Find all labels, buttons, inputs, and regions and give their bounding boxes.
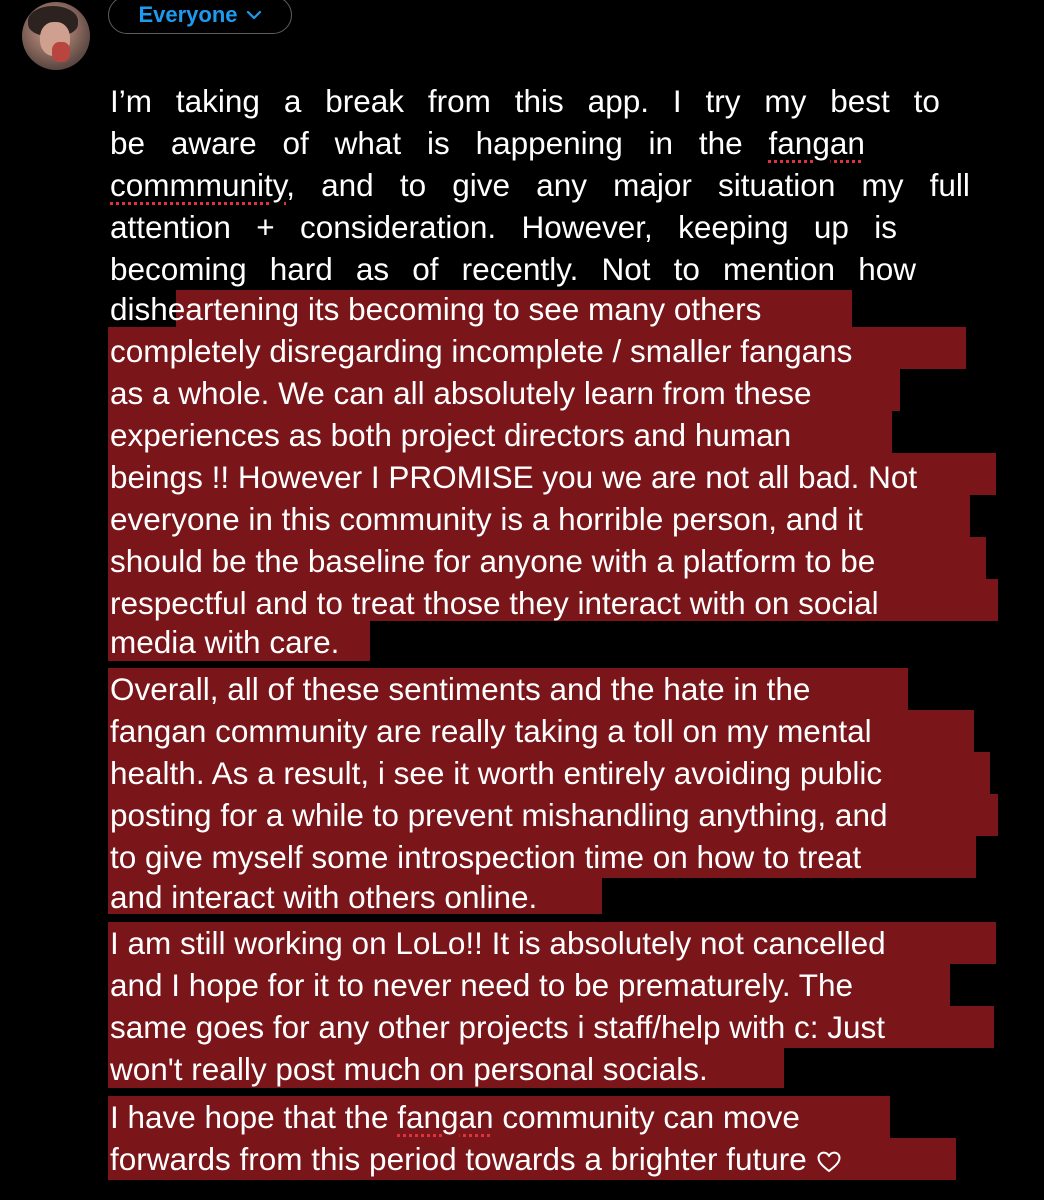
- note-line-25: I have hope that the fangan community can move: [110, 1099, 800, 1135]
- note-line-15: Overall, all of these sentiments and the hate in the: [110, 671, 811, 707]
- note-word: is: [874, 209, 897, 245]
- note-line-20: and interact with others online.: [110, 879, 538, 915]
- note-word: of: [412, 251, 439, 287]
- note-line-17: health. As a result, i see it worth entirely avoiding public: [110, 755, 883, 791]
- note-line-9: experiences as both project directors and human: [110, 417, 792, 453]
- note-line-22: and I hope for it to never need to be prematurely. The: [110, 967, 854, 1003]
- note-line-13: respectful and to treat those they interact with on social: [110, 585, 879, 621]
- note-word: attention: [110, 209, 231, 245]
- note-line-24: won't really post much on personal socials.: [110, 1051, 708, 1087]
- note-line-12: should be the baseline for anyone with a platform to be: [110, 543, 876, 579]
- note-word: becoming: [110, 251, 247, 287]
- note-line-1: [110, 80, 940, 122]
- note-word: up: [813, 209, 849, 245]
- note-word: happening: [475, 125, 623, 161]
- note-word: in: [648, 125, 674, 161]
- note-word: break: [325, 83, 405, 119]
- note-word: major: [613, 167, 692, 203]
- note-word: situation: [718, 167, 836, 203]
- note-line-14: media with care.: [110, 624, 340, 660]
- note-word: this: [514, 83, 564, 119]
- note-line-19: to give myself some introspection time on how to treat: [110, 839, 862, 875]
- note-line-6: disheartening its becoming to see many others: [110, 291, 762, 327]
- note-word: my: [764, 83, 807, 119]
- note-line-21: I am still working on LoLo!! It is absolutely not cancelled: [110, 925, 886, 961]
- note-word: any: [536, 167, 587, 203]
- note-word: full: [929, 167, 970, 203]
- note-word: my: [861, 167, 904, 203]
- note-word: a: [283, 83, 302, 119]
- note-line-2: [110, 122, 865, 164]
- note-line-18: posting for a while to prevent mishandling anything, and: [110, 797, 888, 833]
- note-word: hard: [269, 251, 333, 287]
- note-word: and: [321, 167, 374, 203]
- note-line-26: [110, 1138, 841, 1180]
- note-word: how: [858, 251, 916, 287]
- note-word: from: [427, 83, 491, 119]
- note-word: I’m: [110, 83, 152, 119]
- note-line-26-text: forwards from this period towards a brighter future: [110, 1141, 807, 1177]
- note-word: recently.: [461, 251, 579, 287]
- note-word: keeping: [678, 209, 789, 245]
- spellcheck-word: fangan: [397, 1099, 494, 1135]
- note-word: consideration.: [299, 209, 497, 245]
- note-line-4: [110, 206, 897, 248]
- note-word: is: [426, 125, 450, 161]
- note-line-11: everyone in this community is a horrible person, and it: [110, 501, 863, 537]
- note-word: to: [913, 83, 940, 119]
- note-word: to: [399, 167, 427, 203]
- note-word: be: [110, 125, 146, 161]
- note-word: what: [334, 125, 402, 161]
- note-word: the: [698, 125, 743, 161]
- note-word: try: [705, 83, 741, 119]
- note-word: commmunity,: [110, 167, 295, 203]
- note-word: mention: [723, 251, 836, 287]
- note-word: to: [673, 251, 700, 287]
- note-word: app.: [587, 83, 649, 119]
- note-line-16: fangan community are really taking a toll on my mental: [110, 713, 872, 749]
- note-line-7: completely disregarding incomplete / smaller fangans: [110, 333, 853, 369]
- note-word: +: [256, 209, 275, 245]
- note-word: However,: [521, 209, 653, 245]
- note-word: aware: [170, 125, 257, 161]
- note-word: give: [452, 167, 511, 203]
- note-word: Not: [601, 251, 651, 287]
- note-line-23: same goes for any other projects i staff/help with c: Just: [110, 1009, 886, 1045]
- note-word: as: [355, 251, 390, 287]
- note-word: taking: [175, 83, 260, 119]
- heart-outline-icon: [817, 1141, 841, 1183]
- note-line-5: [110, 248, 916, 290]
- note-line-3: [110, 164, 970, 206]
- note-line-10: beings !! However I PROMISE you we are not all bad. Not: [110, 459, 918, 495]
- note-word: I: [672, 83, 682, 119]
- audience-label: Everyone: [138, 2, 238, 27]
- note-word: best: [830, 83, 890, 119]
- note-line-8: as a whole. We can all absolutely learn from these: [110, 375, 812, 411]
- note-word: of: [282, 125, 309, 161]
- note-word: fangan: [768, 125, 865, 161]
